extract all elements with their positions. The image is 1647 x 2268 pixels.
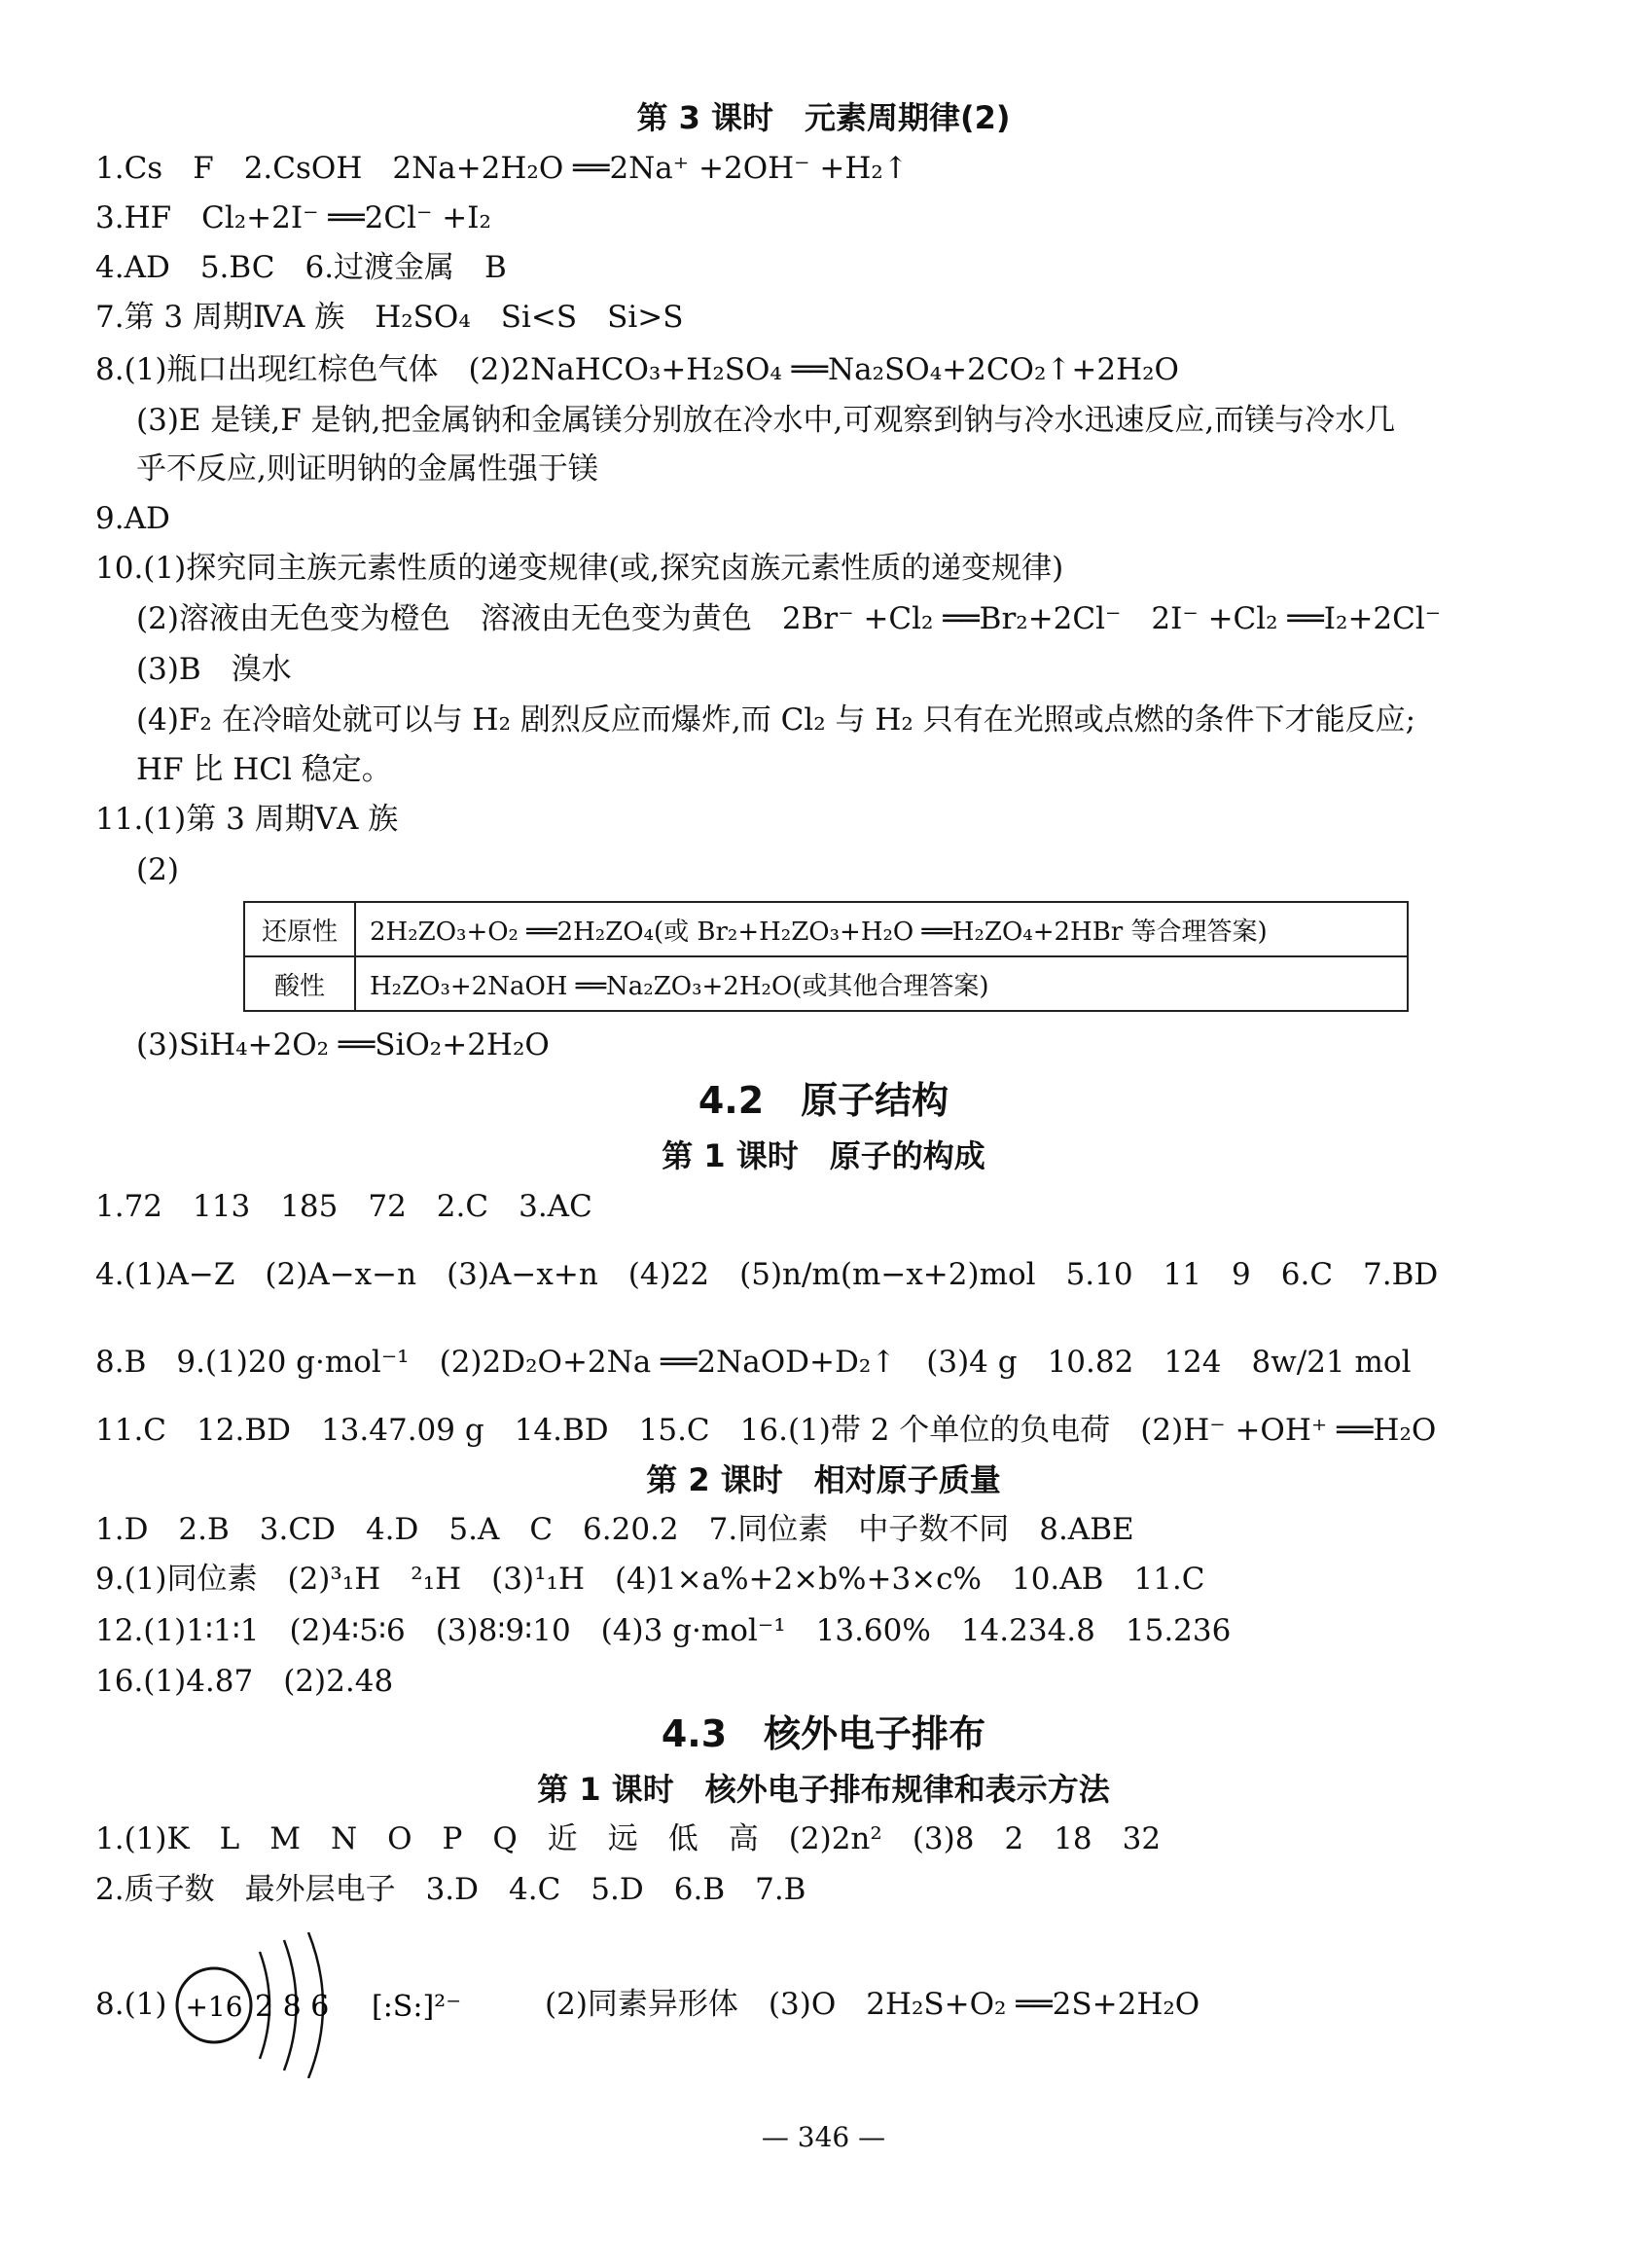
- electron-dot-formula: [:S:]²⁻: [372, 1990, 462, 2024]
- answer-line: (2)同素异形体 (3)O 2H₂S+O₂ ══2S+2H₂O: [545, 1987, 1200, 2022]
- answer-line: 乎不反应,则证明钠的金属性强于镁: [136, 451, 598, 486]
- answer-line: 1.D 2.B 3.CD 4.D 5.A C 6.20.2 7.同位素 中子数不同 8.ABE: [95, 1512, 1134, 1547]
- answer-table: [243, 901, 1409, 1012]
- atom-structure-diagram: [167, 1932, 527, 2078]
- answer-line: 12.(1)1∶1∶1 (2)4∶5∶6 (3)8∶9∶10 (4)3 g·mol⁻¹ 13.60% 14.234.8 15.236: [95, 1613, 1232, 1648]
- answer-line: 7.第 3 周期ⅣA 族 H₂SO₄ Si<S Si>S: [95, 300, 684, 335]
- answer-line: 3.HF Cl₂+2I⁻ ══2Cl⁻ +I₂: [95, 200, 491, 235]
- table-row: [244, 956, 1408, 1011]
- answer-line: 1.72 113 185 72 2.C 3.AC: [95, 1189, 592, 1224]
- answer-line: 2.质子数 最外层电子 3.D 4.C 5.D 6.B 7.B: [95, 1872, 806, 1907]
- answer-line: 9.(1)同位素 (2)³₁H ²₁H (3)¹₁H (4)1×a%+2×b%+3×c% 10.AB 11.C: [95, 1562, 1205, 1597]
- table-key: 酸性: [244, 956, 355, 1011]
- table-value: 2H₂ZO₃+O₂ ══2H₂ZO₄(或 Br₂+H₂ZO₃+H₂O ══H₂ZO₄+2HBr 等合理答案): [355, 902, 1408, 956]
- lesson-title: 第 2 课时 相对原子质量: [646, 1461, 1001, 1498]
- answer-line: (3)E 是镁,F 是钠,把金属钠和金属镁分别放在冷水中,可观察到钠与冷水迅速反应,而镁与冷水几: [136, 403, 1396, 438]
- answer-line: (3)B 溴水: [136, 652, 292, 687]
- answer-line: (4)F₂ 在冷暗处就可以与 H₂ 剧烈反应而爆炸,而 Cl₂ 与 H₂ 只有在光照或点燃的条件下才能反应;: [136, 702, 1416, 738]
- lesson-title: 第 3 课时 元素周期律(2): [636, 99, 1011, 136]
- answer-line: (2)溶液由无色变为橙色 溶液由无色变为黄色 2Br⁻ +Cl₂ ══Br₂+2Cl⁻ 2I⁻ +Cl₂ ══I₂+2Cl⁻: [136, 601, 1442, 636]
- section-title: 4.3 核外电子排布: [661, 1712, 986, 1755]
- answer-line: 11.(1)第 3 周期ⅤA 族: [95, 802, 399, 837]
- answer-line: 8.(1): [95, 1987, 167, 2022]
- table-row: [244, 902, 1408, 956]
- answer-line: 1.(1)K L M N O P Q 近 远 低 高 (2)2n² (3)8 2 18 32: [95, 1821, 1162, 1856]
- answer-line: (3)SiH₄+2O₂ ══SiO₂+2H₂O: [136, 1027, 550, 1062]
- answer-line: (2): [136, 852, 179, 887]
- answer-line: 8.(1)瓶口出现红棕色气体 (2)2NaHCO₃+H₂SO₄ ══Na₂SO₄+2CO₂↑+2H₂O: [95, 352, 1179, 387]
- answer-line: 11.C 12.BD 13.47.09 g 14.BD 15.C 16.(1)带 2 个单位的负电荷 (2)H⁻ +OH⁺ ══H₂O: [95, 1413, 1437, 1448]
- section-title: 4.2 原子结构: [698, 1079, 949, 1122]
- table-value: H₂ZO₃+2NaOH ══Na₂ZO₃+2H₂O(或其他合理答案): [355, 956, 1408, 1011]
- page-number: — 346 —: [761, 2121, 886, 2153]
- answer-line: 4.(1)A−Z (2)A−x−n (3)A−x+n (4)22 (5)n/m(m−x+2)mol 5.10 11 9 6.C 7.BD: [95, 1257, 1439, 1292]
- answer-line: 10.(1)探究同主族元素性质的递变规律(或,探究卤族元素性质的递变规律): [95, 551, 1064, 586]
- answer-line: 4.AD 5.BC 6.过渡金属 B: [95, 250, 507, 285]
- answer-line: 1.Cs F 2.CsOH 2Na+2H₂O ══2Na⁺ +2OH⁻ +H₂↑: [95, 151, 909, 186]
- shell-electron-counts: 2 8 6: [255, 1990, 330, 2024]
- answer-line: 8.B 9.(1)20 g·mol⁻¹ (2)2D₂O+2Na ══2NaOD+D₂↑ (3)4 g 10.82 124 8w/21 mol: [95, 1345, 1412, 1380]
- answer-line: 16.(1)4.87 (2)2.48: [95, 1664, 394, 1699]
- lesson-title: 第 1 课时 核外电子排布规律和表示方法: [537, 1771, 1110, 1808]
- answer-line: HF 比 HCl 稳定。: [136, 752, 392, 787]
- nucleus-charge: +16: [185, 1991, 243, 2023]
- table-key: 还原性: [244, 902, 355, 956]
- lesson-title: 第 1 课时 原子的构成: [662, 1137, 985, 1174]
- answer-line: 9.AD: [95, 501, 170, 536]
